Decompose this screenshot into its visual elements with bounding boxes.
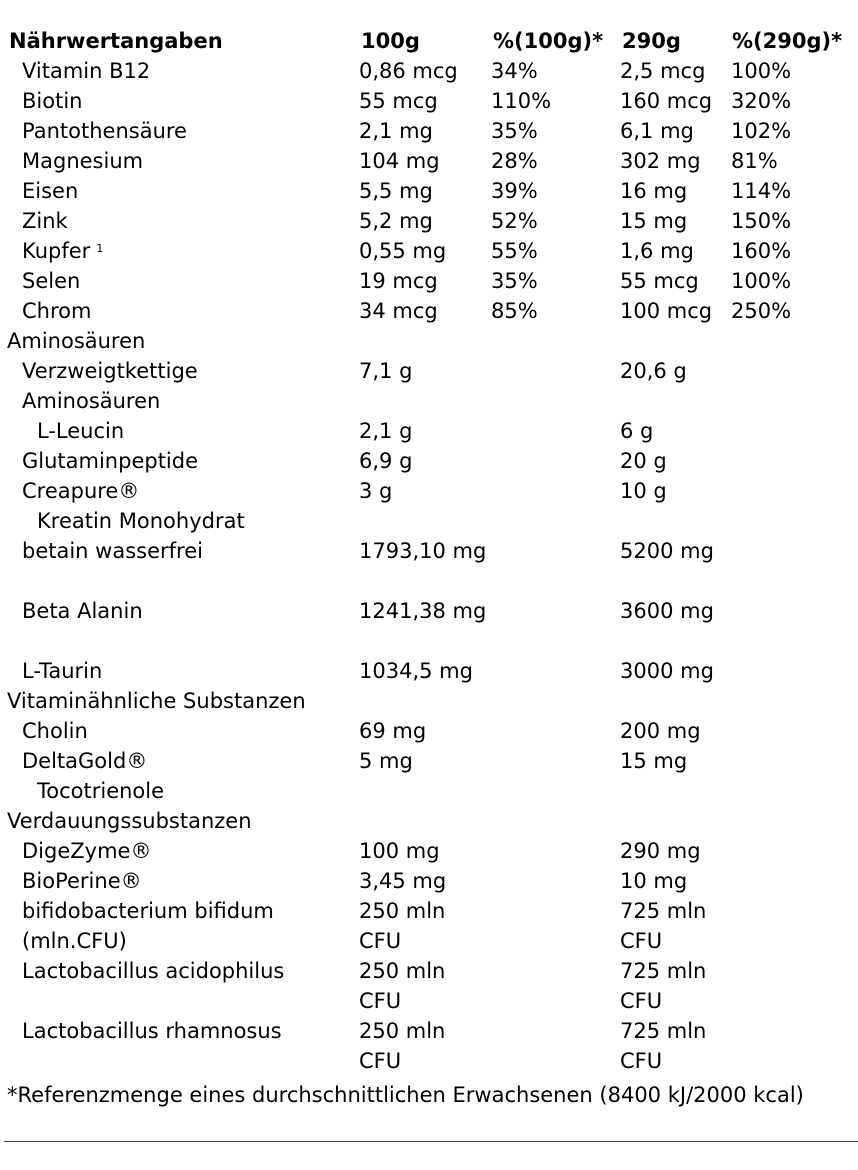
value-290g: 2,5 mcg xyxy=(620,59,706,83)
percent-100g: 34% xyxy=(491,59,538,83)
table-row xyxy=(0,956,858,1016)
nutrient-name: Eisen xyxy=(22,179,79,203)
nutrient-name: DeltaGold® xyxy=(22,749,148,773)
value-290g: 3600 mg xyxy=(620,599,714,623)
value-100g: 2,1 mg xyxy=(359,119,433,143)
value-100g: 100 mg xyxy=(359,839,440,863)
section-heading-row xyxy=(0,806,858,836)
value-100g: 2,1 g xyxy=(359,419,413,443)
nutrient-name: betain wasserfrei xyxy=(22,539,203,563)
footnote-marker: 1 xyxy=(96,242,104,255)
table-row xyxy=(0,386,858,416)
value-100g: 250 mln CFU xyxy=(359,959,446,1013)
header-name: Nährwertangaben xyxy=(9,29,223,53)
value-290g: 160 mcg xyxy=(620,89,713,113)
value-290g: 15 mg xyxy=(620,209,688,233)
nutrient-name: Biotin xyxy=(22,89,83,113)
value-100g: 250 mln CFU xyxy=(359,1019,446,1073)
table-row xyxy=(0,146,858,176)
value-290g: 5200 mg xyxy=(620,539,714,563)
nutrient-name: Vitamin B12 xyxy=(22,59,151,83)
header-pct-100g: %(100g)* xyxy=(493,29,604,53)
nutrient-name: Creapure® xyxy=(22,479,140,503)
table-row xyxy=(0,536,858,596)
percent-290g: 114% xyxy=(731,179,792,203)
table-header xyxy=(0,26,858,56)
table-body xyxy=(0,56,858,1076)
nutrient-name: Vitaminähnliche Substanzen xyxy=(7,689,306,713)
value-290g: 16 mg xyxy=(620,179,688,203)
table-row xyxy=(0,476,858,506)
value-290g: 10 mg xyxy=(620,869,688,893)
table-row xyxy=(0,1016,858,1076)
percent-290g: 100% xyxy=(731,269,792,293)
header-290g: 290g xyxy=(622,29,681,53)
value-290g: 725 mln CFU xyxy=(620,959,707,1013)
value-100g: 1241,38 mg xyxy=(359,599,487,623)
percent-290g: 250% xyxy=(731,299,792,323)
table-row xyxy=(0,596,858,656)
nutrient-name: Tocotrienole xyxy=(37,779,165,803)
nutrient-name: Kupfer $^1$ xyxy=(22,239,104,263)
value-290g: 725 mln CFU xyxy=(620,1019,707,1073)
value-290g: CFU xyxy=(620,929,663,953)
bottom-divider xyxy=(4,1141,858,1142)
nutrition-table xyxy=(0,26,858,1076)
value-100g: 6,9 g xyxy=(359,449,413,473)
nutrient-name: Aminosäuren xyxy=(22,389,161,413)
value-100g: 104 mg xyxy=(359,149,440,173)
percent-100g: 85% xyxy=(491,299,538,323)
header-100g: 100g xyxy=(361,29,420,53)
nutrient-name: Glutaminpeptide xyxy=(22,449,199,473)
nutrient-name: DigeZyme® xyxy=(22,839,152,863)
value-290g: 3000 mg xyxy=(620,659,714,683)
value-100g: 5 mg xyxy=(359,749,413,773)
percent-100g: 35% xyxy=(491,119,538,143)
percent-100g: 110% xyxy=(491,89,552,113)
table-row xyxy=(0,776,858,806)
value-290g: 6,1 mg xyxy=(620,119,694,143)
table-row xyxy=(0,656,858,686)
percent-290g: 102% xyxy=(731,119,792,143)
value-290g: 200 mg xyxy=(620,719,701,743)
table-row xyxy=(0,836,858,866)
table-row xyxy=(0,266,858,296)
value-100g: 1034,5 mg xyxy=(359,659,473,683)
nutrient-name: Lactobacillus rhamnosus xyxy=(22,1019,282,1043)
table-row xyxy=(0,206,858,236)
value-290g: 100 mcg xyxy=(620,299,713,323)
nutrient-name: BioPerine® xyxy=(22,869,142,893)
value-100g: 55 mcg xyxy=(359,89,438,113)
value-290g: 1,6 mg xyxy=(620,239,694,263)
table-row xyxy=(0,716,858,746)
percent-100g: 35% xyxy=(491,269,538,293)
nutrient-name: Kreatin Monohydrat xyxy=(37,509,245,533)
nutrient-name: Lactobacillus acidophilus xyxy=(22,959,285,983)
nutrient-name: bifidobacterium bifidum xyxy=(22,899,274,923)
nutrient-name: Verdauungssubstanzen xyxy=(7,809,252,833)
percent-100g: 28% xyxy=(491,149,538,173)
percent-290g: 320% xyxy=(731,89,792,113)
percent-290g: 160% xyxy=(731,239,792,263)
table-row xyxy=(0,236,858,266)
value-290g: 10 g xyxy=(620,479,667,503)
value-290g: 15 mg xyxy=(620,749,688,773)
table-row xyxy=(0,926,858,956)
value-100g: 5,5 mg xyxy=(359,179,433,203)
value-290g: 55 mcg xyxy=(620,269,699,293)
percent-100g: 39% xyxy=(491,179,538,203)
header-pct-290g: %(290g)* xyxy=(732,29,843,53)
table-row xyxy=(0,56,858,86)
percent-100g: 55% xyxy=(491,239,538,263)
percent-290g: 100% xyxy=(731,59,792,83)
percent-290g: 81% xyxy=(731,149,778,173)
section-heading-row xyxy=(0,326,858,356)
table-row xyxy=(0,896,858,926)
value-290g: 6 g xyxy=(620,419,654,443)
table-row xyxy=(0,116,858,146)
nutrient-name: Magnesium xyxy=(22,149,144,173)
nutrient-name: Chrom xyxy=(22,299,92,323)
value-290g: 20,6 g xyxy=(620,359,687,383)
nutrient-name: Verzweigtkettige xyxy=(22,359,198,383)
nutrient-name: Beta Alanin xyxy=(22,599,143,623)
nutrient-name: L-Taurin xyxy=(22,659,103,683)
table-row xyxy=(0,416,858,446)
value-100g: 5,2 mg xyxy=(359,209,433,233)
table-row xyxy=(0,446,858,476)
nutrient-name: L-Leucin xyxy=(37,419,125,443)
value-100g: 3 g xyxy=(359,479,393,503)
value-100g: 1793,10 mg xyxy=(359,539,487,563)
nutrient-name: Aminosäuren xyxy=(7,329,146,353)
value-100g: 0,55 mg xyxy=(359,239,447,263)
value-100g: CFU xyxy=(359,929,402,953)
nutrient-name: Cholin xyxy=(22,719,88,743)
table-row xyxy=(0,86,858,116)
table-row xyxy=(0,296,858,326)
value-100g: 3,45 mg xyxy=(359,869,447,893)
value-290g: 290 mg xyxy=(620,839,701,863)
value-290g: 20 g xyxy=(620,449,667,473)
value-100g: 34 mcg xyxy=(359,299,438,323)
value-290g: 302 mg xyxy=(620,149,701,173)
table-row xyxy=(0,506,858,536)
value-100g: 250 mln xyxy=(359,899,446,923)
table-row xyxy=(0,356,858,386)
nutrient-name: Zink xyxy=(22,209,68,233)
percent-100g: 52% xyxy=(491,209,538,233)
value-100g: 7,1 g xyxy=(359,359,413,383)
percent-290g: 150% xyxy=(731,209,792,233)
table-row xyxy=(0,866,858,896)
value-100g: 19 mcg xyxy=(359,269,438,293)
table-row xyxy=(0,746,858,776)
value-100g: 0,86 mcg xyxy=(359,59,458,83)
nutrient-name: (mln.CFU) xyxy=(22,929,127,953)
nutrient-name: Pantothensäure xyxy=(22,119,187,143)
value-290g: 725 mln xyxy=(620,899,707,923)
value-100g: 69 mg xyxy=(359,719,427,743)
nutrient-name: Selen xyxy=(22,269,81,293)
reference-footnote: *Referenzmenge eines durchschnittlichen Erwachsenen (8400 kJ/2000 kcal) xyxy=(7,1083,804,1107)
table-row xyxy=(0,176,858,206)
section-heading-row xyxy=(0,686,858,716)
